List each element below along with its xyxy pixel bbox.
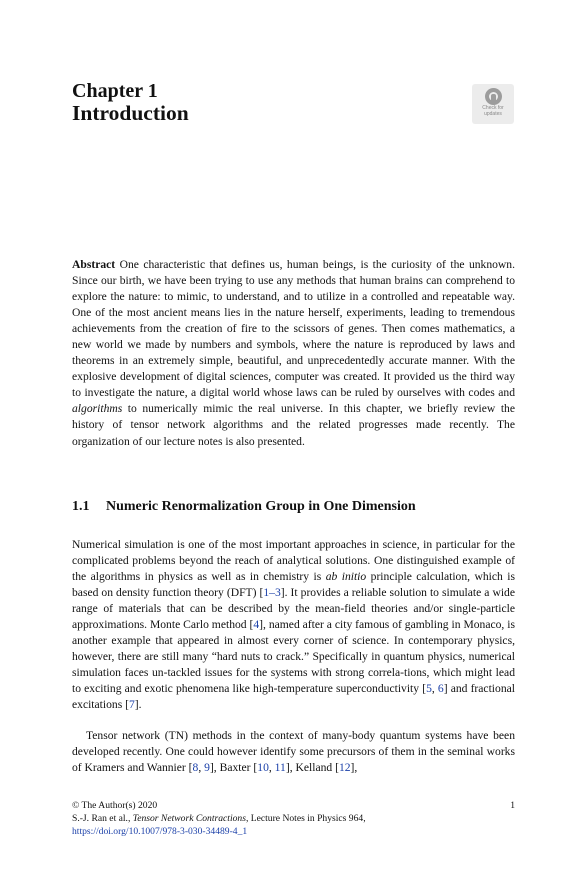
badge-line-2: updates xyxy=(484,110,502,117)
footer-book-title: Tensor Network Contractions xyxy=(132,813,246,824)
p1-text: ]. It provides a reliable solution to simulate a wide range of materials that can be described by the mean-field theories and/or single-particle approximations. Monte Carlo method [ xyxy=(72,586,515,632)
p2-text: ], Kelland [ xyxy=(285,761,339,775)
doi-link[interactable]: https://doi.org/10.1007/978-3-030-34489-4_1 xyxy=(72,826,248,837)
paragraph-1 xyxy=(72,537,515,714)
footer xyxy=(72,799,515,838)
section-title: Numeric Renormalization Group in One Dimension xyxy=(106,499,416,514)
copyright: © The Author(s) 2020 xyxy=(72,800,158,811)
citation-link[interactable]: 8 xyxy=(192,761,199,775)
p2-text: ], Baxter [ xyxy=(209,761,258,775)
p2-text: ], xyxy=(350,761,358,775)
abstract-text-2: to numerically mimic the real universe. In this chapter, we briefly review the history of tensor network algorithms and the related progresses made recently. The organization of our lecture notes is also presented. xyxy=(72,402,515,448)
abstract-heading: Abstract xyxy=(72,258,116,271)
section-heading xyxy=(72,498,416,516)
citation-link[interactable]: 1–3 xyxy=(263,586,281,600)
citation-link[interactable]: 5 xyxy=(426,682,432,696)
check-for-updates-badge[interactable] xyxy=(472,84,514,124)
citation-link[interactable]: 11 xyxy=(274,761,286,775)
paragraph-2 xyxy=(72,728,515,776)
page-number: 1 xyxy=(510,800,515,811)
p2-text: , xyxy=(198,761,205,775)
p2-text: , xyxy=(268,761,275,775)
citation-link[interactable]: 10 xyxy=(257,761,269,775)
section-number: 1.1 xyxy=(72,499,90,514)
p1-text: principle calculation, which is based on density function theory (DFT) [ xyxy=(72,570,515,600)
crossmark-icon xyxy=(485,88,502,105)
footer-authors: S.-J. Ran et al., xyxy=(72,813,133,824)
p1-text: ] and fractional excitations [ xyxy=(72,682,515,712)
citation-line xyxy=(72,812,515,825)
citation-link[interactable]: 9 xyxy=(204,761,210,775)
citation-link[interactable]: 7 xyxy=(128,698,135,712)
chapter-label: Chapter 1 xyxy=(72,80,158,102)
p1-text: ]. xyxy=(134,698,142,712)
citation-link[interactable]: 12 xyxy=(338,761,351,775)
citation-link[interactable]: 6 xyxy=(437,682,444,696)
abstract-text-1: One characteristic that defines us, human beings, is the curiosity of the unknown. Since our birth, we have been trying to use any methods that human brains can comprehend to explore the nature: to mimic, to understand, and to utilize in a controlled and repeatable way. One of the most ancient means lies in the nature herself, experiments, leading to tremendous achievements from the creation of fire to the scissors of genes. Then comes mathematics, a new world we made by numbers and symbols, where the nature is reproduced by laws and theorems in an extremely simple, beautiful, and unprecedentedly accurate manner. With the explosive development of digital sciences, computer was created. It provided us the third way to investigate the nature, a digital world whose laws can be ruled by ourselves with codes and xyxy=(72,258,515,400)
abstract-emphasis: algorithms xyxy=(72,402,123,416)
p1-text: ], named after a city famous of gambling in Monaco, is another example that appeared in almost every corner of science. In contemporary physics, however, there are still many “hard nuts to crack.” Specifically in quantum physics, numerical simulation faces un-tackled issues for the systems with strong correla-tions, which might lead to exciting and exotic phenomena like high-temperature superconductivity [ xyxy=(72,618,515,696)
p1-emphasis: ab initio xyxy=(325,570,367,584)
footer-series: , Lecture Notes in Physics 964, xyxy=(245,813,366,824)
badge-line-1: Check for xyxy=(482,105,504,111)
badge-text xyxy=(482,106,503,117)
p1-text: , xyxy=(431,682,438,696)
p1-text: Numerical simulation is one of the most important approaches in science, in particular for the complicated problems beyond the reach of analytical solutions. One distinguished example of the algorithms in physics as well as in chemistry is xyxy=(72,538,515,584)
p2-text: Tensor network (TN) methods in the context of many-body quantum systems have been developed recently. One could however identify some precursors of them in the seminal works of Kramers and Wannier [ xyxy=(72,729,515,775)
chapter-title: Introduction xyxy=(72,101,189,125)
abstract xyxy=(72,257,515,450)
citation-link[interactable]: 4 xyxy=(253,618,260,632)
